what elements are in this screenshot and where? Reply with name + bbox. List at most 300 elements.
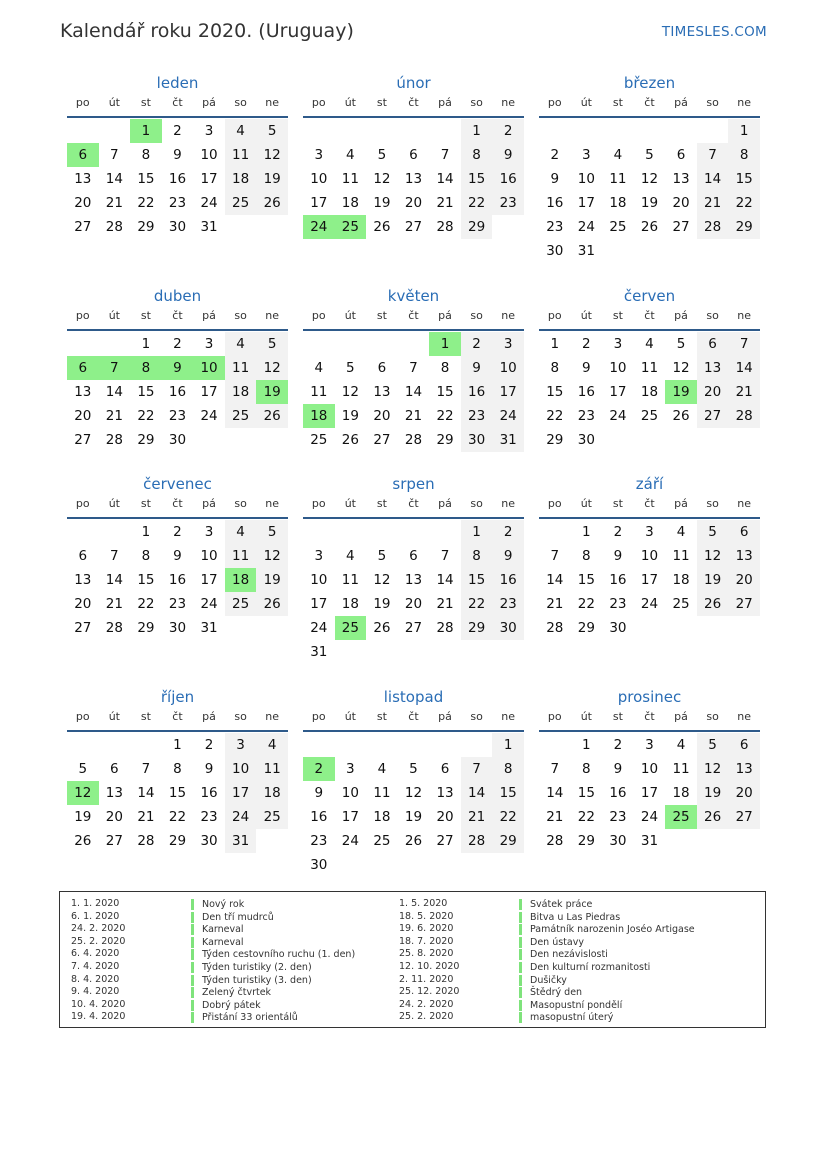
weekday-label: st [140,309,151,322]
day-cell: 14 [461,781,493,805]
day-cell: 19 [256,167,288,191]
day-cell: 25 [672,596,690,612]
empty-cell [366,332,398,356]
weekday-label: so [470,309,483,322]
day-cell: 30 [609,620,627,636]
day-cell: 1 [728,119,760,143]
day-cell: 7 [110,147,119,163]
holiday-date: 6. 1. 2020 [71,910,120,922]
day-cell: 25 [225,191,257,215]
day-cell: 3 [225,733,257,757]
day-cell: 27 [697,404,729,428]
empty-cell [303,733,335,757]
weekday-header [303,309,524,323]
week-row [539,143,760,167]
day-cell: 20 [728,781,760,805]
day-cell: 5 [676,336,686,352]
day-cell: 2 [613,737,623,753]
weekday-label: pá [674,309,688,322]
day-cell: 26 [373,219,391,235]
weekday-label: st [612,96,623,109]
holiday-date: 25. 8. 2020 [399,948,454,960]
empty-cell [539,119,571,143]
weekday-label: st [140,497,151,510]
month-květen [303,287,524,452]
day-cell: 9 [204,761,214,777]
day-cell: 9 [461,356,493,380]
day-cell: 1 [582,524,591,540]
day-cell: 21 [546,596,564,612]
day-cell: 16 [461,380,493,404]
weekday-label: út [580,96,592,109]
day-cell: 15 [137,171,155,187]
day-cell: 27 [373,432,391,448]
day-cell: 11 [225,356,257,380]
week-row [67,757,288,781]
week-row [67,167,288,191]
day-cell: 6 [110,761,119,777]
day-cell: 3 [204,123,214,139]
month-name: leden [156,74,199,92]
holiday-date: 8. 4. 2020 [71,973,120,985]
weekday-label: čt [408,710,419,723]
month-divider [539,730,760,732]
month-name: březen [623,74,676,92]
day-cell: 20 [105,809,123,825]
holiday-day: 12 [67,781,99,805]
day-cell: 25 [256,805,288,829]
weekday-label: po [311,710,326,723]
week-row [303,356,524,380]
day-cell: 8 [173,761,182,777]
day-cell: 27 [74,620,92,636]
day-cell: 29 [137,219,155,235]
week-row [303,404,524,428]
week-row [539,215,760,239]
holiday-name: masopustní úterý [519,1012,613,1023]
day-cell: 22 [546,408,564,424]
day-cell: 25 [225,404,257,428]
day-cell: 12 [373,572,391,588]
holiday-name: Zelený čtvrtek [191,987,271,998]
weekday-label: čt [172,96,183,109]
day-cell: 5 [377,147,387,163]
day-cell: 24 [341,833,359,849]
month-divider [67,329,288,331]
weekday-label: ne [501,710,516,723]
day-cell: 4 [225,119,257,143]
month-září [539,475,760,640]
day-cell: 25 [609,219,627,235]
day-cell: 8 [582,761,591,777]
day-cell: 9 [613,761,623,777]
weekday-label: čt [172,497,183,510]
empty-cell [697,119,729,143]
day-cell: 19 [404,809,423,825]
week-row [539,733,760,757]
day-cell: 10 [225,757,257,781]
day-cell: 25 [640,408,659,424]
week-row [303,781,524,805]
holiday-name: Bitva u Las Piedras [519,912,620,923]
day-cell: 28 [546,833,564,849]
day-cell: 21 [436,596,454,612]
day-cell: 23 [168,408,187,424]
day-cell: 1 [461,119,493,143]
day-cell: 26 [256,592,288,616]
weekday-label: so [234,710,247,723]
weekday-label: so [470,96,483,109]
day-cell: 21 [697,191,729,215]
month-leden [67,74,288,239]
month-name: duben [153,287,202,305]
day-cell: 5 [256,520,288,544]
empty-cell [99,520,131,544]
empty-cell [602,119,634,143]
empty-cell [335,332,367,356]
empty-cell [335,733,367,757]
month-name: únor [396,74,431,92]
day-cell: 19 [256,568,288,592]
day-cell: 21 [728,380,760,404]
day-cell: 6 [440,761,450,777]
week-row [67,616,288,640]
day-cell: 5 [409,761,418,777]
week-row [303,191,524,215]
weekday-label: po [75,309,90,322]
day-cell: 28 [137,833,155,849]
day-cell: 17 [640,785,659,801]
week-row [539,404,760,428]
weekday-header [303,710,524,724]
day-cell: 17 [492,380,524,404]
holiday-day: 1 [429,332,461,356]
day-cell: 23 [577,408,595,424]
day-cell: 5 [346,360,355,376]
day-cell: 8 [461,544,493,568]
weekday-label: st [140,96,151,109]
week-row [303,568,524,592]
empty-cell [461,733,493,757]
empty-cell [67,119,99,143]
day-cell: 31 [310,644,328,660]
holiday-name: Štědrý den [519,987,582,998]
empty-cell [366,520,398,544]
weekday-header [67,309,288,323]
weekday-label: po [75,96,90,109]
day-cell: 23 [609,596,627,612]
holiday-date: 10. 4. 2020 [71,998,126,1010]
day-cell: 3 [314,147,324,163]
day-cell: 28 [728,404,760,428]
day-cell: 6 [697,332,729,356]
day-cell: 30 [168,219,187,235]
day-cell: 1 [582,737,591,753]
weekday-label: ne [265,309,280,322]
week-row [67,215,288,239]
day-cell: 30 [609,833,627,849]
day-cell: 11 [341,572,359,588]
empty-cell [398,733,430,757]
month-name: říjen [160,688,195,706]
holiday-name: Nový rok [191,899,244,910]
month-divider [303,116,524,118]
day-cell: 24 [225,805,257,829]
empty-cell [429,119,461,143]
day-cell: 19 [373,596,391,612]
day-cell: 13 [697,356,729,380]
weekday-label: út [580,497,592,510]
day-cell: 9 [173,147,182,163]
day-cell: 12 [256,544,288,568]
day-cell: 9 [173,548,182,564]
day-cell: 19 [697,568,729,592]
weekday-label: po [311,309,326,322]
holiday-day: 19 [256,380,288,404]
week-row [303,733,524,757]
day-cell: 30 [546,243,564,259]
day-cell: 31 [200,620,218,636]
day-cell: 19 [697,781,729,805]
week-row [539,829,760,853]
day-cell: 15 [577,572,595,588]
day-cell: 24 [492,404,524,428]
week-row [539,119,760,143]
holiday-name: Den tří mudrců [191,912,274,923]
day-cell: 27 [105,833,123,849]
day-cell: 7 [550,548,560,564]
weekday-label: po [547,309,562,322]
holiday-date: 1. 1. 2020 [71,898,120,909]
empty-cell [335,520,367,544]
day-cell: 22 [137,596,155,612]
day-cell: 7 [461,757,493,781]
day-cell: 5 [377,548,387,564]
day-cell: 31 [577,243,595,259]
holiday-day: 2 [303,757,335,781]
holiday-date: 2. 11. 2020 [399,973,454,985]
weekday-label: st [376,710,387,723]
day-cell: 18 [672,572,690,588]
day-cell: 15 [168,785,187,801]
day-cell: 21 [404,408,423,424]
day-cell: 17 [640,572,659,588]
week-row [539,332,760,356]
day-cell: 21 [105,596,123,612]
week-row [67,143,288,167]
day-cell: 18 [256,781,288,805]
day-cell: 19 [341,408,359,424]
weekday-label: út [108,96,120,109]
day-cell: 10 [609,360,627,376]
month-name: červenec [143,475,212,493]
holiday-date: 19. 4. 2020 [71,1011,126,1023]
day-cell: 17 [200,572,218,588]
day-cell: 27 [404,219,423,235]
empty-cell [398,332,430,356]
day-cell: 21 [105,408,123,424]
day-cell: 8 [440,360,450,376]
day-cell: 13 [74,572,92,588]
day-cell: 21 [461,805,493,829]
week-row [303,143,524,167]
day-cell: 4 [314,360,324,376]
day-cell: 13 [728,757,760,781]
weekday-label: út [344,309,356,322]
day-cell: 17 [609,384,627,400]
day-cell: 15 [436,384,454,400]
day-cell: 13 [404,572,423,588]
week-row [539,428,760,452]
holiday-day: 19 [665,380,697,404]
day-cell: 31 [492,428,524,452]
day-cell: 18 [672,785,690,801]
holiday-name: Týden turistiky (3. den) [191,975,312,986]
weekday-header [67,96,288,110]
day-cell: 20 [373,408,391,424]
day-cell: 12 [256,143,288,167]
day-cell: 25 [310,432,328,448]
day-cell: 11 [609,171,627,187]
holiday-day: 9 [162,356,194,380]
holiday-date: 18. 5. 2020 [399,910,454,922]
day-cell: 31 [640,833,659,849]
holiday-day: 6 [67,356,99,380]
weekday-label: út [344,710,356,723]
week-row [303,829,524,853]
day-cell: 17 [310,596,328,612]
day-cell: 3 [645,524,654,540]
day-cell: 2 [204,737,214,753]
day-cell: 18 [373,809,391,825]
day-cell: 30 [577,432,595,448]
day-cell: 12 [373,171,391,187]
day-cell: 8 [141,548,151,564]
day-cell: 20 [728,568,760,592]
week-row [67,404,288,428]
day-cell: 11 [672,548,690,564]
day-cell: 27 [404,620,423,636]
day-cell: 21 [546,809,564,825]
weekday-header [67,497,288,511]
day-cell: 8 [728,143,760,167]
day-cell: 3 [204,336,214,352]
day-cell: 8 [582,548,591,564]
week-row [303,332,524,356]
day-cell: 14 [546,572,564,588]
day-cell: 16 [168,384,187,400]
day-cell: 28 [105,219,123,235]
day-cell: 9 [550,171,560,187]
day-cell: 29 [546,432,564,448]
day-cell: 25 [373,833,391,849]
empty-cell [303,520,335,544]
week-row [303,119,524,143]
day-cell: 14 [105,572,123,588]
day-cell: 22 [137,195,155,211]
weekday-label: pá [438,497,452,510]
week-row [67,568,288,592]
holiday-date: 24. 2. 2020 [71,923,126,935]
day-cell: 25 [225,592,257,616]
empty-cell [67,520,99,544]
week-row [67,428,288,452]
weekday-label: ne [501,96,516,109]
month-name: listopad [383,688,444,706]
weekday-label: st [612,710,623,723]
weekday-label: so [706,497,719,510]
day-cell: 1 [141,524,151,540]
week-row [303,380,524,404]
day-cell: 26 [256,191,288,215]
empty-cell [539,520,571,544]
day-cell: 13 [672,171,690,187]
day-cell: 24 [640,809,659,825]
holiday-name: Svátek práce [519,899,592,910]
weekday-label: čt [644,96,655,109]
month-name: červen [623,287,676,305]
day-cell: 4 [676,524,686,540]
brand-link[interactable]: TIMESLES.COM [661,24,767,40]
holiday-day: 10 [193,356,225,380]
holiday-name: Den kulturní rozmanitosti [519,962,650,973]
day-cell: 30 [168,620,187,636]
day-cell: 31 [200,219,218,235]
day-cell: 11 [373,785,391,801]
empty-cell [303,332,335,356]
day-cell: 19 [640,195,659,211]
day-cell: 14 [137,785,155,801]
weekday-label: čt [644,710,655,723]
day-cell: 30 [168,432,187,448]
weekday-label: ne [265,710,280,723]
day-cell: 3 [314,548,324,564]
day-cell: 15 [461,167,493,191]
week-row [539,781,760,805]
day-cell: 8 [550,360,560,376]
weekday-label: čt [644,309,655,322]
month-name: září [635,475,664,493]
day-cell: 24 [200,195,218,211]
empty-cell [366,733,398,757]
day-cell: 29 [461,616,493,640]
day-cell: 7 [697,143,729,167]
day-cell: 22 [436,408,454,424]
weekday-label: po [311,96,326,109]
day-cell: 14 [697,167,729,191]
day-cell: 1 [492,733,524,757]
empty-cell [429,733,461,757]
month-name: srpen [392,475,435,493]
day-cell: 26 [697,805,729,829]
holiday-name: Karneval [191,937,244,948]
weekday-label: so [234,96,247,109]
day-cell: 16 [168,572,187,588]
day-cell: 7 [440,548,450,564]
month-name: prosinec [617,688,682,706]
day-cell: 17 [577,195,595,211]
empty-cell [67,733,99,757]
day-cell: 29 [137,620,155,636]
day-cell: 16 [200,785,218,801]
holiday-day: 8 [130,356,162,380]
day-cell: 22 [577,596,595,612]
day-cell: 23 [609,809,627,825]
day-cell: 14 [404,384,423,400]
day-cell: 28 [546,620,564,636]
day-cell: 6 [728,520,760,544]
month-divider [539,329,760,331]
